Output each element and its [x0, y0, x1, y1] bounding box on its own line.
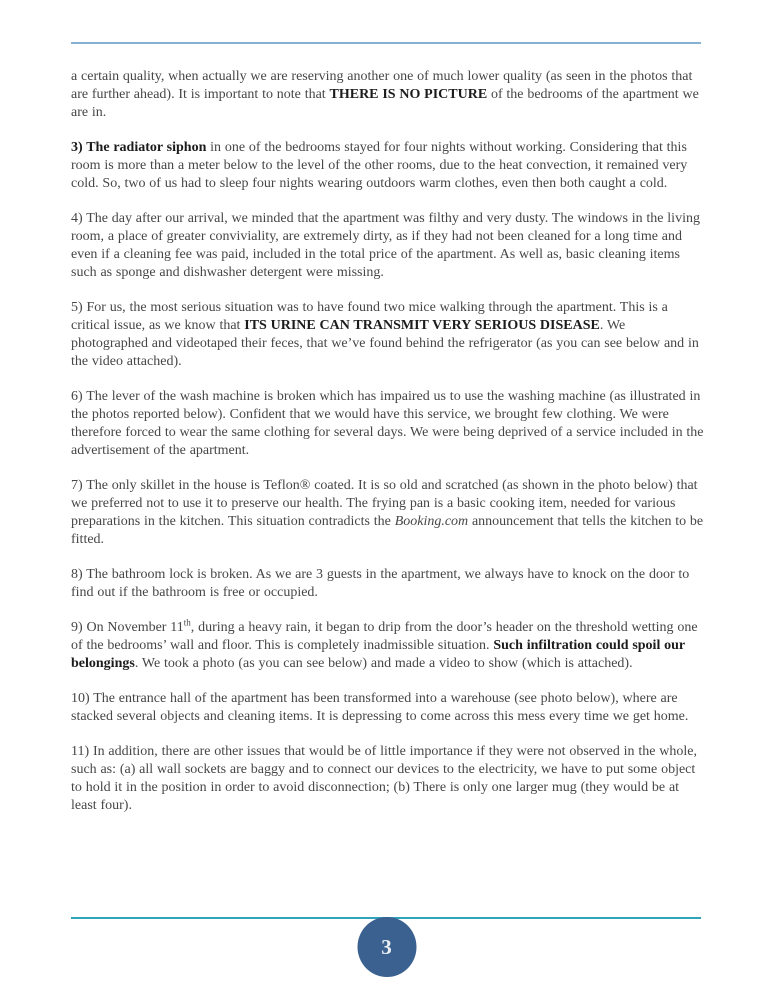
paragraph — [71, 619, 704, 673]
paragraph — [71, 210, 704, 282]
text-run: 6) The lever of the wash machine is broken which has impaired us to use the washing machine (as illustrated in the photos reported below). Confident that we would have this service, we brought few clothing. We were therefore forced to wear the same clothing for several days. We were being deprived of a service included in the advertisement of the apartment. — [71, 389, 704, 458]
text-run: in one of the bedrooms stayed for four nights without working. Considering that this room is more than a meter below to the level of the other rooms, due to the heat convection, it remained very cold. So, two of us had to sleep four nights wearing outdoors warm clothes, even then both caught a cold. — [71, 140, 688, 191]
text-run: announcement that tells the kitchen to be fitted. — [71, 514, 704, 547]
document-body — [71, 68, 704, 832]
text-run: 11) In addition, there are other issues that would be of little importance if they were not observed in the whole, such as: (a) all wall sockets are baggy and to connect our devices to the electricity, we have to put some object to hold it in the position in order to avoid disconnection; (b) There is only one larger mug (they would be at least four). — [71, 744, 697, 813]
header-rule — [71, 42, 701, 44]
text-run: 7) The only skillet in the house is Teflon® coated. It is so old and scratched (as shown in the photo below) that we preferred not to use it to preserve our health. The frying pan is a basic cooking item, needed for various preparations in the kitchen. This situation contradicts the — [71, 478, 698, 529]
text-run: of the bedrooms of the apartment we are in. — [71, 87, 699, 120]
paragraph — [71, 388, 704, 460]
text-run: 3) The radiator siphon — [71, 140, 207, 155]
paragraph — [71, 690, 704, 726]
text-run: Such infiltration could spoil our belongings — [71, 638, 685, 671]
text-run: 8) The bathroom lock is broken. As we are 3 guests in the apartment, we always have to knock on the door to find out if the bathroom is free or occupied. — [71, 567, 690, 600]
text-run: th — [183, 617, 191, 628]
paragraph — [71, 477, 704, 549]
text-run: Booking.com — [394, 514, 469, 529]
text-run: , during a heavy rain, it began to drip from the door’s header on the threshold wetting one of the bedrooms’ wall and floor. This is completely inadmissible situation. — [71, 620, 698, 653]
text-run: ITS URINE CAN TRANSMIT VERY SERIOUS DISEASE — [244, 318, 600, 333]
text-run: 4) The day after our arrival, we minded that the apartment was filthy and very dusty. The windows in the living room, a place of greater conviviality, are extremely dirty, as if they had not been cleaned for a long time and even if a cleaning fee was paid, included in the total price of the apartment. As well as, basic cleaning items such as sponge and dishwasher detergent were missing. — [71, 211, 700, 280]
text-run: 10) The entrance hall of the apartment has been transformed into a warehouse (see photo below), where are stacked several objects and cleaning items. It is depressing to come across this mess every time we get home. — [71, 691, 689, 724]
paragraph — [71, 566, 704, 602]
paragraph — [71, 68, 704, 122]
paragraph — [71, 139, 704, 193]
text-run: THERE IS NO PICTURE — [329, 87, 488, 102]
page-number-badge — [357, 917, 416, 977]
paragraph — [71, 299, 704, 371]
page-number: 3 — [381, 934, 392, 959]
text-run: . We took a photo (as you can see below) and made a video to show (which is attached). — [134, 656, 633, 671]
text-run: . We photographed and videotaped their feces, that we’ve found behind the refrigerator (as you can see below and in the video attached). — [71, 318, 699, 369]
paragraph — [71, 743, 704, 815]
text-run: a certain quality, when actually we are reserving another one of much lower quality (as seen in the photos that are further ahead). It is important to note that — [71, 69, 693, 102]
text-run: 5) For us, the most serious situation was to have found two mice walking through the apartment. This is a critical issue, as we know that — [71, 300, 668, 333]
text-run: 9) On November 11 — [71, 620, 184, 635]
